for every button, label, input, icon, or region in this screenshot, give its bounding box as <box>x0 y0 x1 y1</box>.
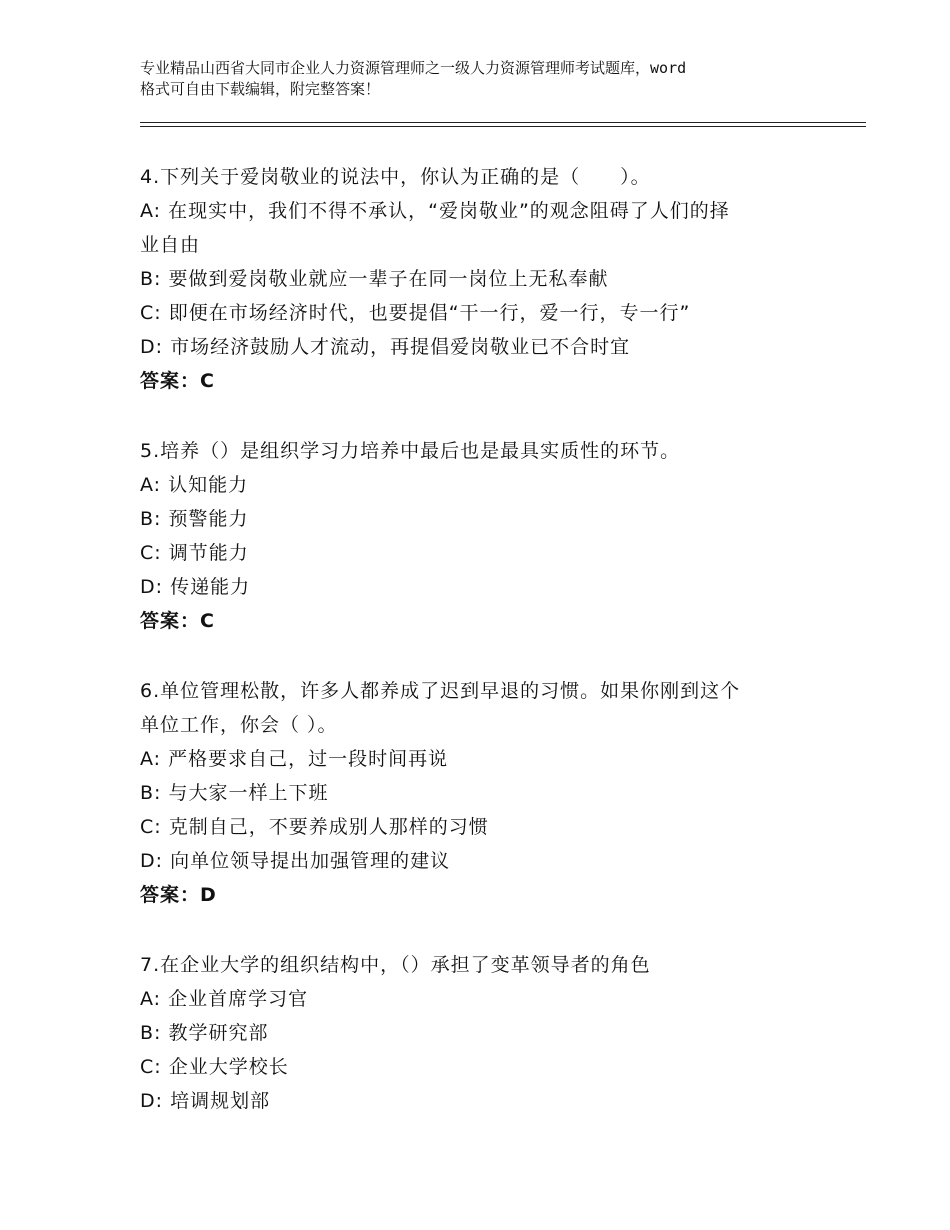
question-stem: 6.单位管理松散，许多人都养成了迟到早退的习惯。如果你刚到这个 <box>140 680 741 702</box>
option-d: D: 传递能力 <box>140 576 251 598</box>
option-c: C: 克制自己，不要养成别人那样的习惯 <box>140 816 489 838</box>
answer: 答案：C <box>140 610 215 632</box>
document-header <box>140 58 840 100</box>
header-rule-bottom <box>140 126 866 127</box>
header-rule-top <box>140 122 866 123</box>
question-stem: 4.下列关于爱岗敬业的说法中，你认为正确的是（ ）。 <box>140 166 651 188</box>
question-5 <box>140 434 840 638</box>
answer: 答案：D <box>140 884 217 906</box>
option-a: A: 在现实中，我们不得不承认，“爱岗敬业”的观念阻碍了人们的择 <box>140 200 730 222</box>
option-a: A: 企业首席学习官 <box>140 988 309 1010</box>
option-b: B: 预警能力 <box>140 508 249 530</box>
header-line-1: 专业精品山西省大同市企业人力资源管理师之一级人力资源管理师考试题库，word <box>140 59 687 77</box>
option-a: A: 认知能力 <box>140 474 249 496</box>
question-7 <box>140 948 840 1118</box>
question-list <box>140 160 840 1154</box>
question-stem: 5.培养（）是组织学习力培养中最后也是最具实质性的环节。 <box>140 440 681 462</box>
answer: 答案：C <box>140 370 215 392</box>
option-c: C: 即便在市场经济时代，也要提倡“干一行，爱一行，专一行” <box>140 302 691 324</box>
option-c: C: 调节能力 <box>140 542 249 564</box>
option-d: D: 市场经济鼓励人才流动，再提倡爱岗敬业已不合时宜 <box>140 336 631 358</box>
option-d: D: 向单位领导提出加强管理的建议 <box>140 850 451 872</box>
option-b: B: 要做到爱岗敬业就应一辈子在同一岗位上无私奉献 <box>140 268 609 290</box>
option-d: D: 培调规划部 <box>140 1090 271 1112</box>
question-4 <box>140 160 840 398</box>
option-c: C: 企业大学校长 <box>140 1056 289 1078</box>
option-b: B: 教学研究部 <box>140 1022 269 1044</box>
question-stem-continued: 单位工作，你会（ ）。 <box>140 714 338 736</box>
question-6 <box>140 674 840 912</box>
option-a-continued: 业自由 <box>140 234 201 256</box>
option-b: B: 与大家一样上下班 <box>140 782 329 804</box>
option-a: A: 严格要求自己，过一段时间再说 <box>140 748 449 770</box>
question-stem: 7.在企业大学的组织结构中，（）承担了变革领导者的角色 <box>140 954 651 976</box>
header-line-2: 格式可自由下载编辑，附完整答案！ <box>140 80 381 98</box>
